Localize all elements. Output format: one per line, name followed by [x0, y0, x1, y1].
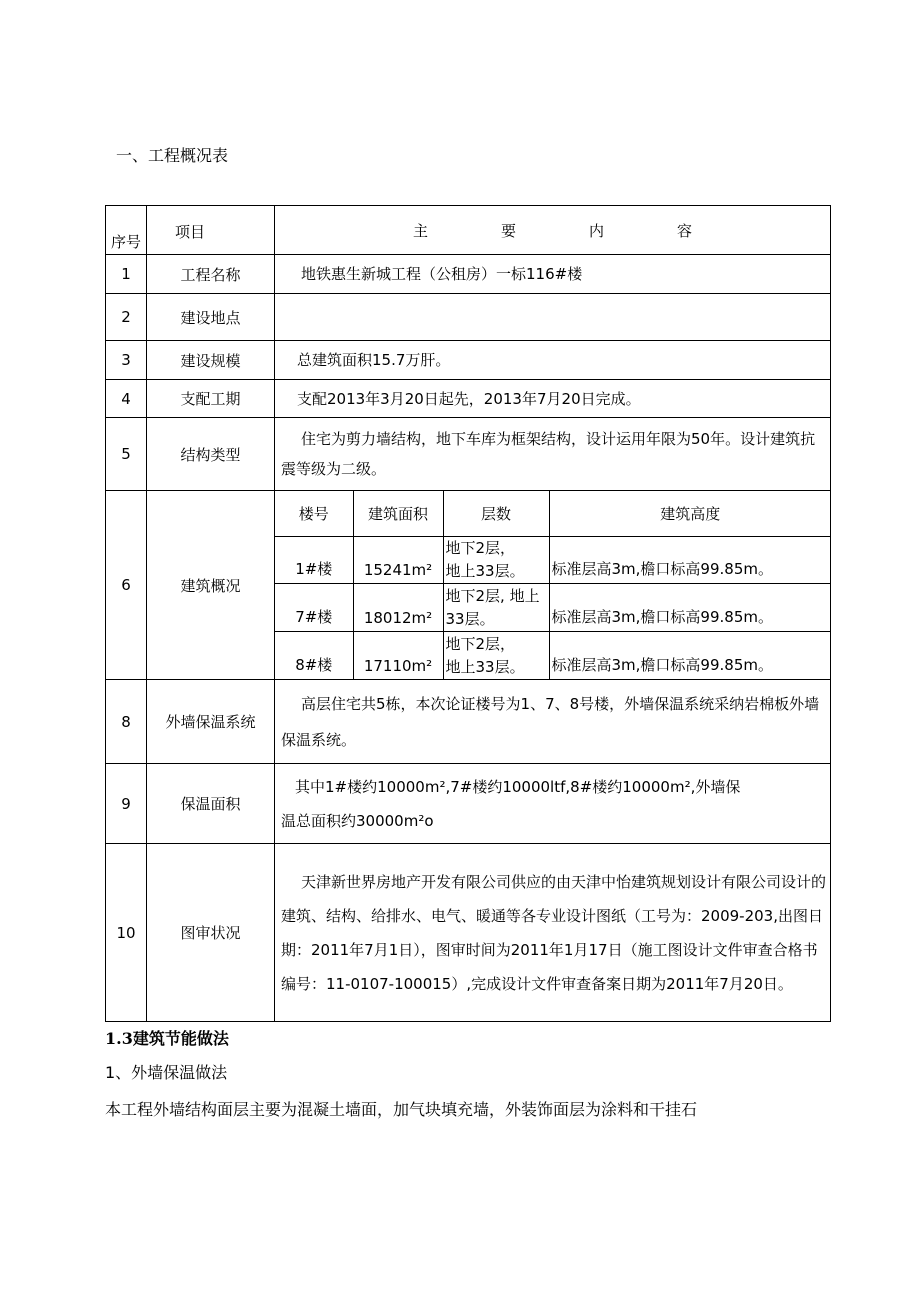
building-height: 标准层高3m,檐口标高99.85m。	[549, 536, 831, 583]
row-item: 建筑概况	[147, 491, 275, 680]
row-content: 地铁惠生新城工程（公租房）一标116#楼	[275, 255, 831, 294]
header-no: 序号	[106, 206, 147, 255]
row-content: 住宅为剪力墙结构，地下车库为框架结构，设计运用年限为50年。设计建筑抗震等级为二级。	[275, 418, 831, 491]
row-item: 外墙保温系统	[147, 680, 275, 764]
row-no: 4	[106, 380, 147, 418]
row-no: 1	[106, 255, 147, 294]
row-content: 高层住宅共5栋，本次论证楼号为1、7、8号楼，外墙保温系统采纳岩棉板外墙保温系统。	[275, 680, 831, 764]
header-main-char: 容	[676, 221, 692, 240]
building-row	[275, 631, 831, 679]
row-item: 结构类型	[147, 418, 275, 491]
row-content-line: 温总面积约30000m²o	[281, 811, 434, 830]
row-item: 建设规模	[147, 341, 275, 380]
page-title: 一、工程概况表	[116, 146, 229, 165]
row-item: 保温面积	[147, 764, 275, 844]
building-header: 建筑面积	[353, 491, 443, 536]
building-area: 15241m²	[353, 536, 443, 583]
building-subtable	[275, 491, 831, 679]
row-item: 工程名称	[147, 255, 275, 294]
building-area: 17110m²	[353, 631, 443, 679]
table-row	[106, 764, 831, 844]
floors-line: 地下2层, 地上	[445, 586, 540, 605]
row-content: 天津新世界房地产开发有限公司供应的由天津中怡建筑规划设计有限公司设计的建筑、结构、给排水、电气、暖通等各专业设计图纸（工号为：2009-203,出图日期：2011年7月1日），图审时间为2011年1月17日（施工图设计文件审查合格书编号：11-0107-100015）,完成设计文件审查备案日期为2011年7月20日。	[275, 844, 831, 1022]
row-no: 3	[106, 341, 147, 380]
sub-heading: 1、外墙保温做法	[105, 1063, 228, 1082]
row-no: 10	[106, 844, 147, 1022]
building-floors	[443, 583, 549, 631]
project-overview-table	[105, 205, 831, 1022]
row-no: 2	[106, 294, 147, 341]
header-item: 项目	[147, 206, 275, 255]
row-content-line: 其中1#楼约10000m²,7#楼约10000ltf,8#楼约10000m²,外墙保	[295, 777, 741, 796]
building-floors	[443, 536, 549, 583]
table-header-row	[106, 206, 831, 255]
floors-line: 地上33层。	[445, 658, 525, 676]
floors-line: 33层。	[445, 609, 495, 628]
building-name: 8#楼	[275, 631, 353, 679]
building-overview-cell	[275, 491, 831, 680]
header-main-char: 主	[412, 221, 428, 240]
row-no: 8	[106, 680, 147, 764]
building-name: 1#楼	[275, 536, 353, 583]
building-area: 18012m²	[353, 583, 443, 631]
table-row	[106, 255, 831, 294]
building-height: 标准层高3m,檐口标高99.85m。	[549, 583, 831, 631]
building-height: 标准层高3m,檐口标高99.85m。	[549, 631, 831, 679]
header-main-char: 要	[500, 221, 516, 240]
floors-line: 地下2层，	[445, 538, 516, 557]
floors-line: 地下2层，	[445, 635, 516, 653]
building-row	[275, 583, 831, 631]
header-main-content	[275, 206, 831, 255]
header-main-char: 内	[588, 221, 604, 240]
row-no: 9	[106, 764, 147, 844]
table-row	[106, 491, 831, 680]
table-row	[106, 418, 831, 491]
row-content	[275, 764, 831, 844]
row-item: 建设地点	[147, 294, 275, 341]
building-header: 建筑高度	[549, 491, 831, 536]
building-floors	[443, 631, 549, 679]
row-content	[275, 294, 831, 341]
building-row	[275, 536, 831, 583]
floors-line: 地上33层。	[445, 561, 525, 580]
building-name: 7#楼	[275, 583, 353, 631]
row-no: 6	[106, 491, 147, 680]
section-heading: 1.3建筑节能做法	[105, 1029, 229, 1048]
row-content: 总建筑面积15.7万肝。	[275, 341, 831, 380]
building-header: 楼号	[275, 491, 353, 536]
table-row	[106, 844, 831, 1022]
building-header: 层数	[443, 491, 549, 536]
table-row	[106, 341, 831, 380]
row-item: 支配工期	[147, 380, 275, 418]
row-item: 图审状况	[147, 844, 275, 1022]
row-content: 支配2013年3月20日起先，2013年7月20日完成。	[275, 380, 831, 418]
table-row	[106, 294, 831, 341]
body-paragraph: 本工程外墙结构面层主要为混凝土墙面，加气块填充墙，外装饰面层为涂料和干挂石	[105, 1100, 698, 1119]
table-row	[106, 380, 831, 418]
building-header-row	[275, 491, 831, 536]
table-row	[106, 680, 831, 764]
row-no: 5	[106, 418, 147, 491]
